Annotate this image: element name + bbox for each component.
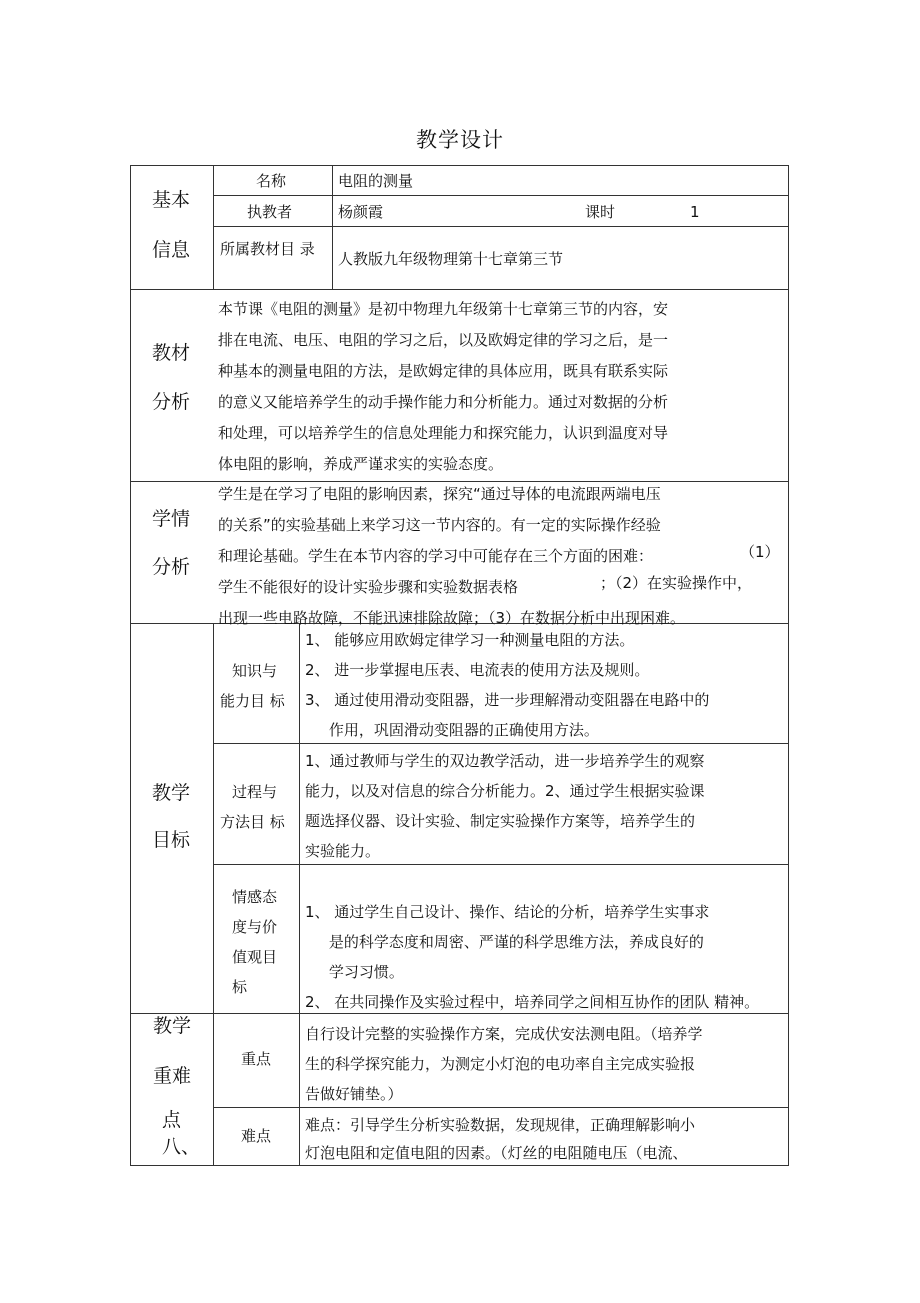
difficulty-label: 难点: [241, 1127, 272, 1145]
paragraph-line: 排在电流、电压、电阻的学习之后，以及欧姆定律的学习之后，是一: [218, 331, 669, 349]
label-line: 标: [232, 978, 248, 996]
student-analysis-label-2: 分析: [152, 556, 191, 578]
paragraph-line: 自行设计完整的实验操作方案，完成伏安法测电阻。（培养学: [305, 1025, 703, 1043]
material-analysis-label-2: 分析: [152, 391, 191, 413]
paragraph-line: 2、 进一步掌握电压表、电流表的使用方法及规则。: [305, 661, 650, 679]
label-line: 值观目: [232, 948, 278, 966]
label-line: 方法目 标: [220, 813, 285, 831]
paragraph-line: 实验能力。: [305, 842, 381, 860]
period-value: 1: [690, 203, 700, 221]
focus-label: 重点: [241, 1050, 272, 1068]
difficulty-text: [305, 1111, 695, 1167]
emotion-goal-label: [232, 882, 277, 1002]
paragraph-line: 3、 通过使用滑动变阻器，进一步理解滑动变阻器在电路中的: [305, 691, 710, 709]
process-goal-label: [220, 777, 285, 837]
paragraph-line: 本节课《电阻的测量》是初中物理九年级第十七章第三节的内容，安: [218, 300, 669, 318]
paragraph-line: 种基本的测量电阻的方法，是欧姆定律的具体应用，既具有联系实际: [218, 362, 669, 380]
knowledge-goal-text: [305, 625, 709, 745]
paragraph-line: 学习习惯。: [305, 963, 404, 981]
paragraph-line: 和处理，可以培养学生的信息处理能力和探究能力，认识到温度对导: [218, 424, 669, 442]
paragraph-line: 告做好铺垫。）: [305, 1085, 403, 1103]
key-points-label-2: 重难: [153, 1065, 192, 1087]
student-analysis-text: [218, 479, 685, 634]
period-label: 课时: [585, 203, 616, 221]
process-goal-text: [305, 746, 705, 866]
key-points-label-3: 点: [162, 1109, 182, 1131]
teaching-goals-label-2: 目标: [152, 829, 191, 851]
page-title: 教学设计: [416, 128, 504, 152]
difficulty-marker-2: ；（2）在实验操作中，: [600, 574, 753, 592]
knowledge-goal-label: [220, 656, 285, 716]
paragraph-line: 难点：引导学生分析实验数据，发现规律，正确理解影响小: [305, 1116, 696, 1134]
difficulty-marker-1: （1）: [740, 543, 780, 561]
label-line: 能力目 标: [220, 692, 285, 710]
material-analysis-text: [218, 294, 668, 480]
teaching-goals-label-1: 教学: [152, 782, 191, 804]
material-analysis-label-1: 教材: [152, 342, 191, 364]
paragraph-line: 作用，巩固滑动变阻器的正确使用方法。: [305, 721, 599, 739]
basic-info-label-2: 信息: [152, 239, 191, 261]
label-line: 度与价: [232, 918, 278, 936]
paragraph-line: 能力，以及对信息的综合分析能力。2、通过学生根据实验课: [305, 782, 705, 800]
paragraph-line: 是的科学态度和周密、严谨的科学思维方法，养成良好的: [305, 933, 704, 951]
teacher-label: 执教者: [247, 203, 293, 221]
label-line: 情感态: [232, 888, 278, 906]
paragraph-line: 体电阻的影响，养成严谨求实的实验态度。: [218, 455, 504, 473]
paragraph-line: 学生不能很好的设计实验步骤和实验数据表格: [218, 578, 519, 596]
emotion-goal-text: [305, 897, 759, 1017]
label-line: 知识与: [232, 662, 278, 680]
paragraph-line: 1、通过教师与学生的双边教学活动，进一步培养学生的观察: [305, 752, 705, 770]
teacher-value: 杨颜霞: [338, 203, 384, 221]
paragraph-line: 2、 在共同操作及实验过程中，培养同学之间相互协作的团队 精神。: [305, 993, 760, 1011]
paragraph-line: 出现一些电路故障，不能迅速排除故障；（3）在数据分析中出现困难。: [218, 609, 686, 627]
paragraph-line: 1、 通过学生自己设计、操作、结论的分析，培养学生实事求: [305, 903, 710, 921]
name-value: 电阻的测量: [338, 172, 414, 190]
key-points-label-4: 八、: [162, 1136, 201, 1158]
focus-text: [305, 1019, 703, 1109]
paragraph-line: 和理论基础。学生在本节内容的学习中可能存在三个方面的困难：: [218, 547, 654, 565]
textbook-label: 所属教材目 录: [220, 240, 315, 258]
paragraph-line: 灯泡电阻和定值电阻的因素。（灯丝的电阻随电压（电流、: [305, 1144, 688, 1162]
student-analysis-label-1: 学情: [152, 508, 191, 530]
paragraph-line: 的关系”的实验基础上来学习这一节内容的。有一定的实际操作经验: [218, 516, 661, 534]
paragraph-line: 生的科学探究能力，为测定小灯泡的电功率自主完成实验报: [305, 1055, 696, 1073]
name-label: 名称: [256, 172, 287, 190]
basic-info-label-1: 基本: [152, 189, 191, 211]
paragraph-line: 1、 能够应用欧姆定律学习一种测量电阻的方法。: [305, 631, 635, 649]
paragraph-line: 的意义又能培养学生的动手操作能力和分析能力。通过对数据的分析: [218, 393, 669, 411]
paragraph-line: 学生是在学习了电阻的影响因素，探究“通过导体的电流跟两端电压: [218, 485, 661, 503]
paragraph-line: 题选择仪器、设计实验、制定实验操作方案等，培养学生的: [305, 812, 696, 830]
textbook-value: 人教版九年级物理第十七章第三节: [338, 250, 564, 268]
label-line: 过程与: [232, 783, 278, 801]
key-points-label-1: 教学: [153, 1015, 192, 1037]
